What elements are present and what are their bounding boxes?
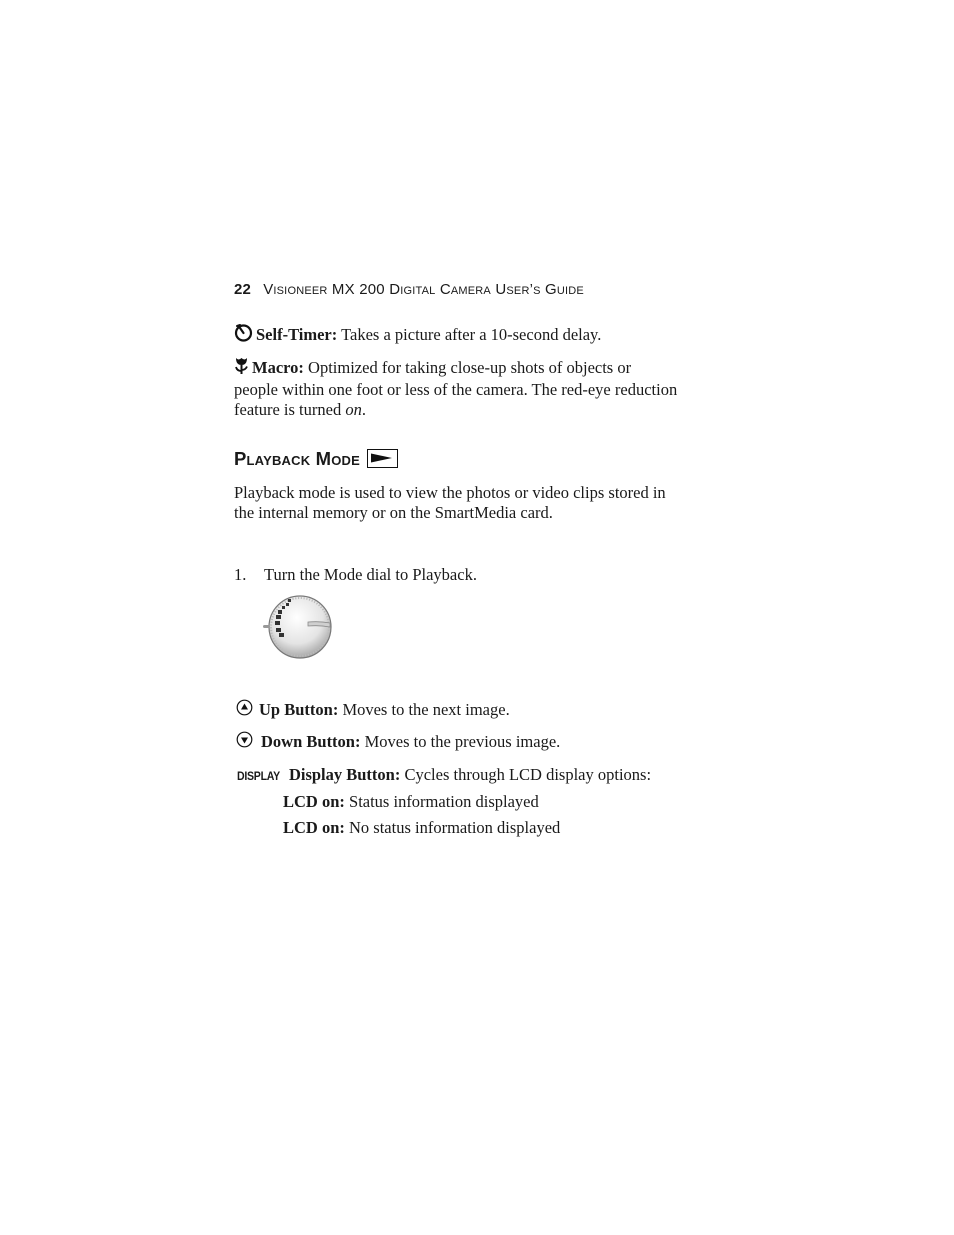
self-timer-label: Self-Timer:: [256, 325, 338, 344]
self-timer-item: [234, 325, 679, 347]
up-arrow-circle-icon: [236, 699, 253, 721]
macro-flower-icon: [234, 356, 249, 380]
display-button-text: Cycles through LCD display options:: [404, 765, 652, 784]
page-number: 22: [234, 281, 252, 298]
macro-text-italic: on: [345, 399, 362, 419]
running-title: Visioneer MX 200 Digital Camera User’s Guide: [263, 281, 584, 298]
playback-triangle-icon: [367, 449, 398, 468]
step-number: 1.: [234, 565, 247, 584]
lcd-option-2: [283, 818, 560, 838]
down-button-text: Moves to the previous image.: [364, 732, 561, 751]
display-icon: DISPLAY: [237, 769, 280, 783]
macro-text-end: .: [361, 399, 366, 419]
section-heading: Playback Mode: [234, 448, 361, 469]
step-1: [234, 565, 477, 585]
macro-text: Optimized for taking close-up shots of objects or people within one foot or less of the camera. The red-eye reduction feature is turned: [234, 358, 678, 419]
lcd-option-2-text: No status information displayed: [349, 818, 561, 837]
lcd-option-1: [283, 792, 539, 812]
step-text: Turn the Mode dial to Playback.: [264, 565, 477, 584]
playback-intro: Playback mode is used to view the photos or video clips stored in the internal memory or on the SmartMedia card.: [234, 483, 666, 522]
down-button-item: [236, 732, 560, 753]
display-button-label: Display Button:: [288, 765, 401, 784]
macro-item: [234, 358, 679, 420]
running-head: [234, 281, 584, 298]
up-button-item: [236, 700, 510, 721]
display-button-item: [237, 765, 651, 786]
self-timer-text: Takes a picture after a 10-second delay.: [341, 325, 602, 344]
lcd-option-2-label: LCD on:: [283, 818, 345, 837]
down-arrow-circle-icon: [236, 731, 253, 753]
lcd-option-1-text: Status information displayed: [349, 792, 539, 811]
self-timer-icon: [234, 323, 253, 347]
lcd-option-1-label: LCD on:: [283, 792, 345, 811]
up-button-label: Up Button:: [259, 700, 339, 719]
up-button-text: Moves to the next image.: [342, 700, 510, 719]
down-button-label: Down Button:: [261, 732, 361, 751]
mode-dial-image: [258, 592, 338, 667]
macro-label: Macro:: [252, 358, 304, 377]
